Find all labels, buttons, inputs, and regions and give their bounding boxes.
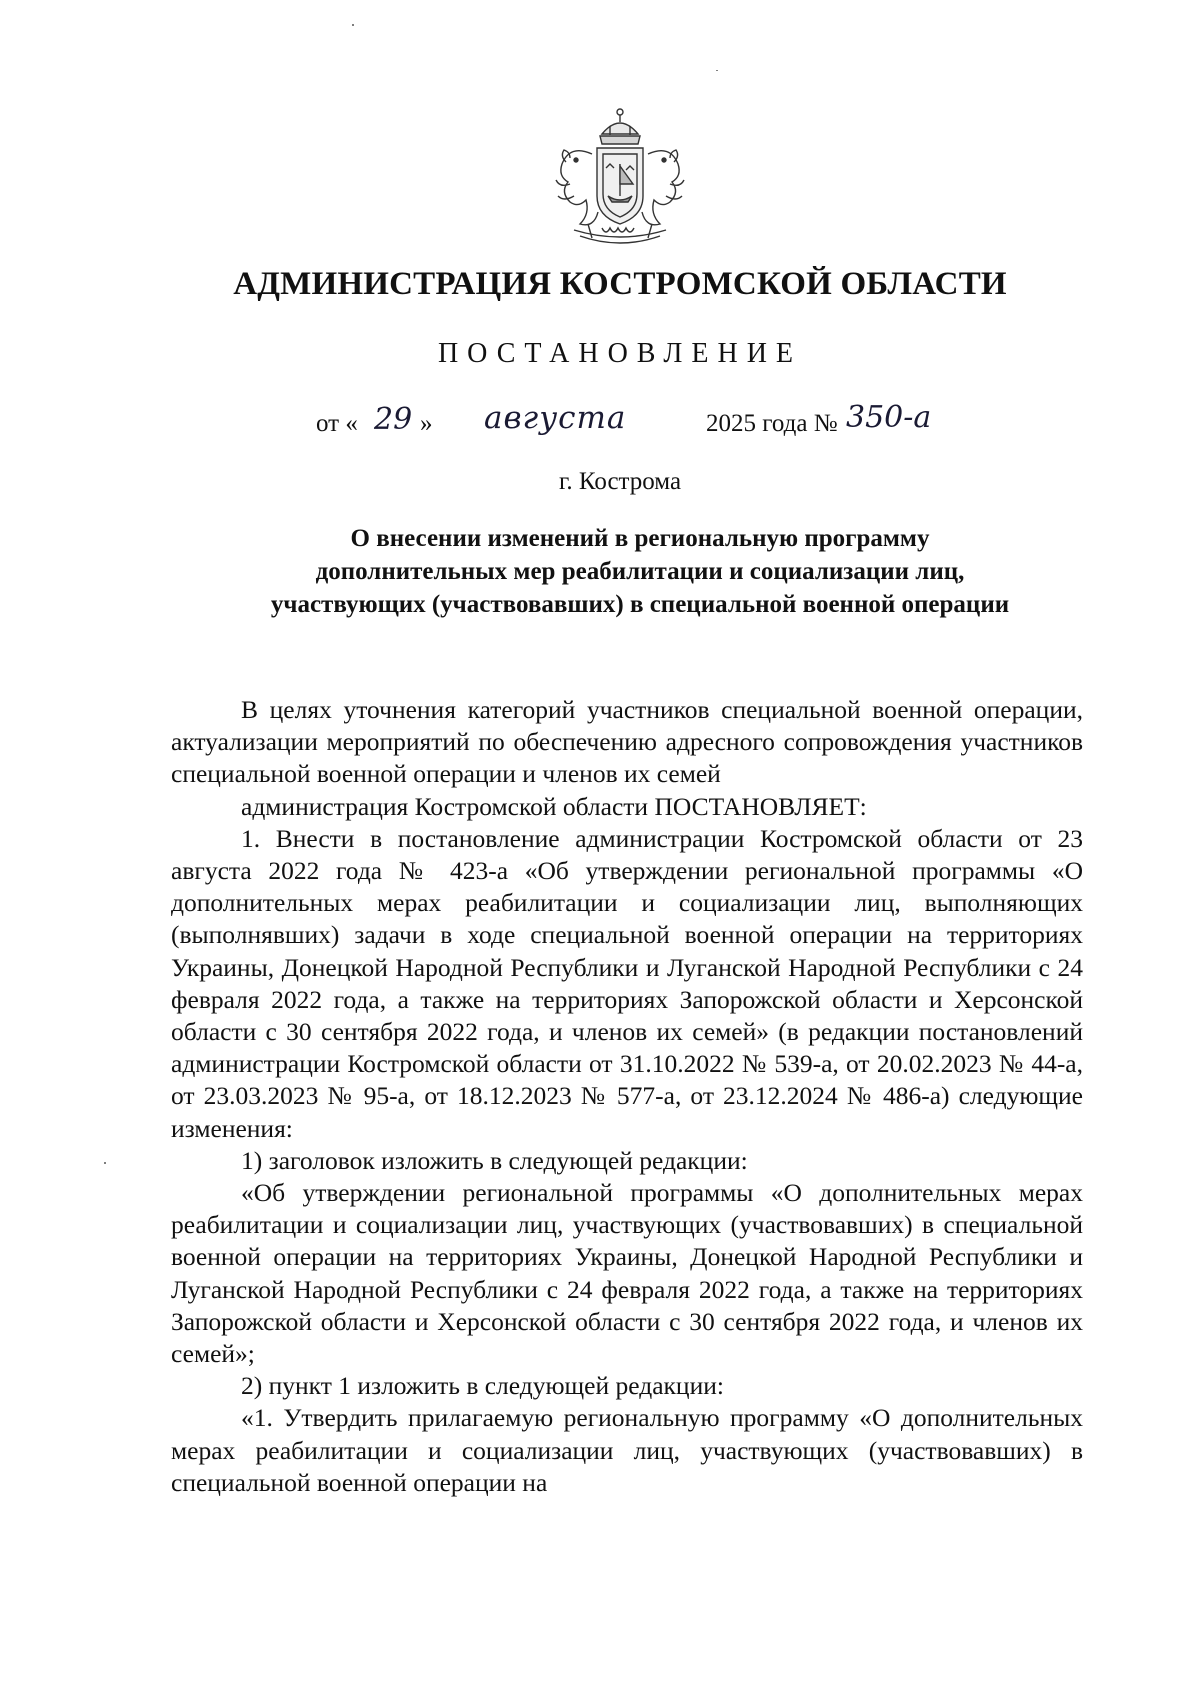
subject-line: участвующих (участвовавших) в специальной военной операции: [270, 591, 1010, 618]
document-subject: [200, 522, 1080, 621]
document-type-heading: ПОСТАНОВЛЕНИЕ: [437, 338, 803, 369]
body-paragraph: администрация Костромской области ПОСТАНОВЛЯЕТ:: [241, 791, 867, 821]
year-and-number-label: 2025 года №: [706, 410, 838, 437]
body-paragraph: «1. Утвердить прилагаемую региональную программу «О дополнительных мерах реабилитации и социализации лиц, участвующих (участвовавших) в специальной военной операции на: [171, 1403, 1083, 1497]
handwritten-day: 29: [374, 402, 413, 437]
body-paragraph: «Об утверждении региональной программы «О дополнительных мерах реабилитации и социализации лиц, участвующих (участвовавших) в специальной военной операции на территориях Украины, Донецкой Народной Республики и Луганской Народной Республики с 24 февраля 2022 года, а также на территориях Запорожской области и Херсонской области с 30 сентября 2022 года, и членов их семей»;: [171, 1178, 1083, 1369]
subject-line: дополнительных мер реабилитации и социализации лиц,: [315, 558, 965, 585]
body-paragraph: В целях уточнения категорий участников специальной военной операции, актуализации мероприятий по обеспечению адресного сопровождения участников специальной военной операции и членов их семей: [171, 695, 1083, 789]
subject-line: О внесении изменений в региональную программу: [350, 525, 930, 552]
handwritten-month: августа: [484, 400, 627, 436]
scan-speck: [352, 24, 354, 26]
date-prefix: от «: [316, 410, 358, 437]
body-paragraph: 1. Внести в постановление администрации Костромской области от 23 августа 2022 года № 423-а «Об утверждении региональной программы «О дополнительных мерах реабилитации и социализации лиц, выполняющих (выполнявших) задачи в ходе специальной военной операции на территориях Украины, Донецкой Народной Республики и Луганской Народной Республики с 24 февраля 2022 года, а также на территориях Запорожской области и Херсонской области с 30 сентября 2022 года, и членов их семей» (в редакции постановлений администрации Костромской области от 31.10.2022 № 539-а, от 20.02.2023 № 44-а, от 23.03.2023 № 95-а, от 18.12.2023 № 577-а, от 23.12.2024 № 486-а) следующие изменения:: [171, 823, 1083, 1143]
document-body: [171, 694, 1083, 1499]
date-number-line: [0, 400, 1200, 444]
body-paragraph: 1) заголовок изложить в следующей редакции:: [241, 1145, 748, 1175]
date-close-quote: »: [420, 410, 433, 437]
scan-speck: [716, 70, 718, 71]
coat-of-arms-emblem: [540, 104, 700, 254]
scan-speck: [104, 1162, 106, 1164]
city-line: г. Кострома: [558, 468, 682, 495]
handwritten-number: 350-а: [846, 400, 932, 435]
organization-title: АДМИНИСТРАЦИЯ КОСТРОМСКОЙ ОБЛАСТИ: [233, 266, 1007, 302]
body-paragraph: 2) пункт 1 изложить в следующей редакции:: [241, 1371, 724, 1401]
